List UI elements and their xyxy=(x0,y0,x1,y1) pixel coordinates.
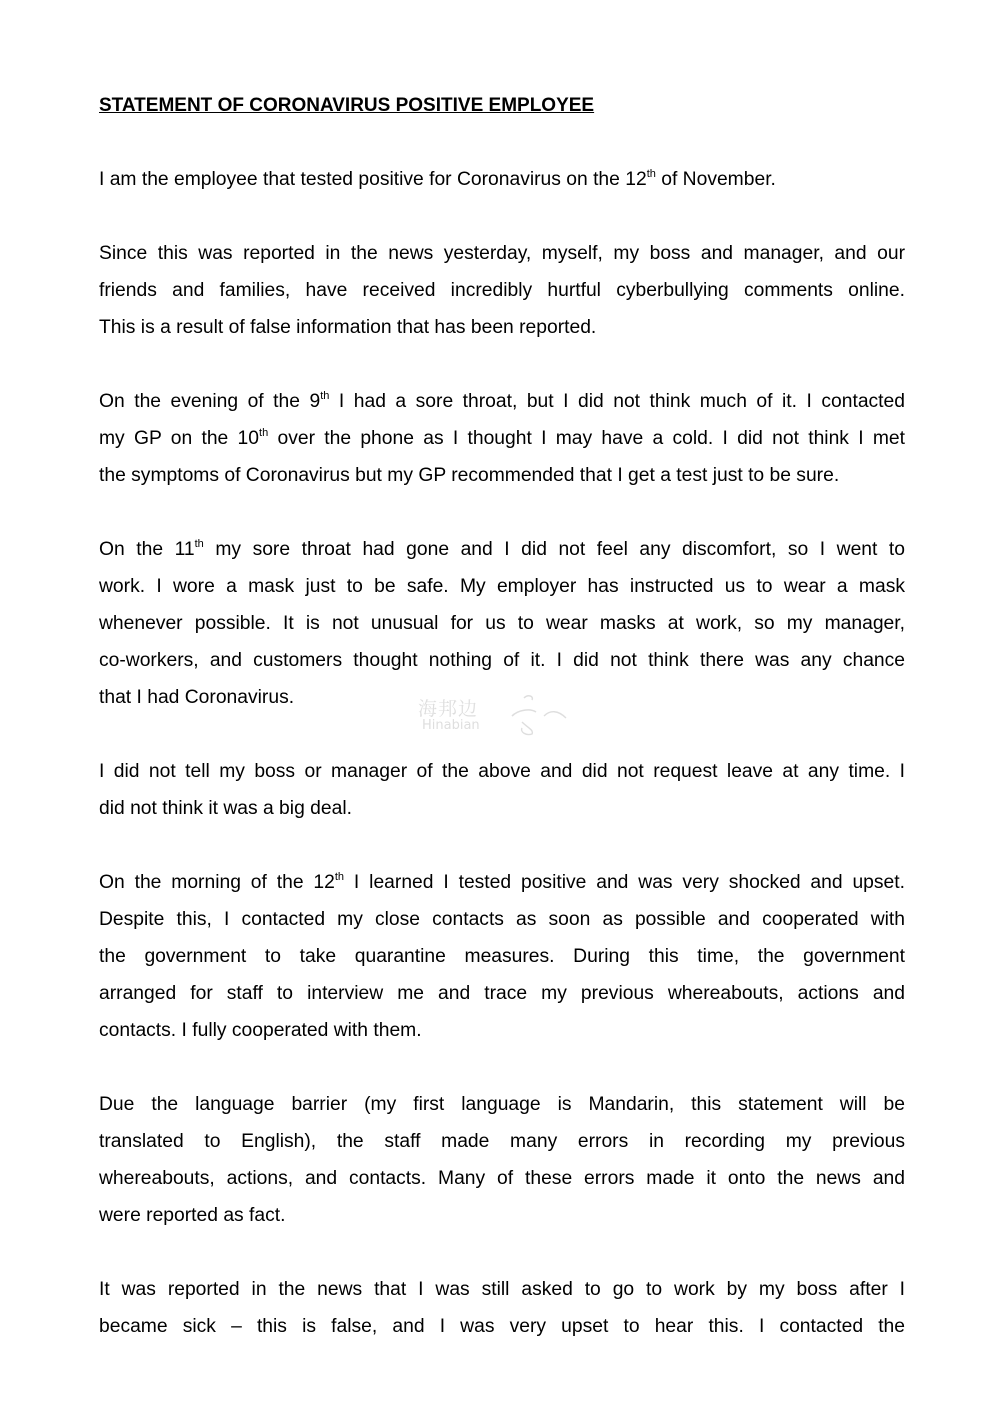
paragraph-line: This is a result of false information that has been reported. xyxy=(99,317,597,338)
paragraph-6 xyxy=(99,864,905,1049)
ordinal-suffix: th xyxy=(194,538,204,550)
paragraph-line: work. I wore a mask just to be safe. My employer has instructed us to wear a mask xyxy=(99,576,905,597)
watermark-latin-text: Hinabian xyxy=(422,718,480,733)
paragraph-line: translated to English), the staff made many errors in recording my previous xyxy=(99,1131,905,1152)
paragraph-line: my GP on the 10th over the phone as I thought I may have a cold. I did not think I met xyxy=(99,427,905,449)
paragraph-line: became sick – this is false, and I was very upset to hear this. I contacted the xyxy=(99,1316,905,1337)
watermark-logo xyxy=(418,692,568,738)
paragraph-line: I did not tell my boss or manager of the above and did not request leave at any time. I xyxy=(99,761,905,782)
paragraph-line: On the 11th my sore throat had gone and I did not feel any discomfort, so I went to xyxy=(99,538,905,560)
paragraph-line: did not think it was a big deal. xyxy=(99,798,352,819)
paragraph-8 xyxy=(99,1271,905,1345)
paragraph-line: Since this was reported in the news yesterday, myself, my boss and manager, and our xyxy=(99,243,905,264)
hinabian-swirl-icon xyxy=(504,692,568,736)
ordinal-suffix: th xyxy=(334,871,345,883)
paragraph-line: the symptoms of Coronavirus but my GP recommended that I get a test just to be sure. xyxy=(99,465,840,486)
paragraph-1 xyxy=(99,161,905,198)
paragraph-2 xyxy=(99,235,905,346)
watermark-chinese-text: 海邦边 xyxy=(418,698,479,720)
paragraph-7 xyxy=(99,1086,905,1234)
paragraph-line: the government to take quarantine measures. During this time, the government xyxy=(99,946,905,967)
paragraph-5 xyxy=(99,753,905,827)
paragraph-line: arranged for staff to interview me and trace my previous whereabouts, actions and xyxy=(99,983,905,1004)
paragraph-line: Despite this, I contacted my close contacts as soon as possible and cooperated with xyxy=(99,909,905,930)
paragraph-line: Due the language barrier (my first language is Mandarin, this statement will be xyxy=(99,1094,905,1115)
document-title: STATEMENT OF CORONAVIRUS POSITIVE EMPLOYEE xyxy=(99,95,595,116)
paragraph-line: contacts. I fully cooperated with them. xyxy=(99,1020,422,1041)
paragraph-line: friends and families, have received incredibly hurtful cyberbullying comments online. xyxy=(99,280,905,301)
paragraph-line: were reported as fact. xyxy=(99,1205,286,1226)
ordinal-suffix: th xyxy=(320,390,330,402)
paragraph-line: It was reported in the news that I was still asked to go to work by my boss after I xyxy=(99,1279,905,1300)
paragraph-4 xyxy=(99,531,905,716)
paragraph-line: whereabouts, actions, and contacts. Many of these errors made it onto the news and xyxy=(99,1168,905,1189)
paragraph-line: that I had Coronavirus. xyxy=(99,687,295,708)
ordinal-suffix: th xyxy=(259,427,269,439)
paragraph-line: whenever possible. It is not unusual for us to wear masks at work, so my manager, xyxy=(99,613,905,634)
paragraph-3 xyxy=(99,383,905,494)
paragraph-line: co-workers, and customers thought nothing of it. I did not think there was any chance xyxy=(99,650,905,671)
ordinal-suffix: th xyxy=(646,168,656,180)
paragraph-line: On the evening of the 9th I had a sore throat, but I did not think much of it. I contacted xyxy=(99,390,905,412)
paragraph-line: I am the employee that tested positive for Coronavirus on the 12th of November. xyxy=(99,168,776,190)
paragraph-line: On the morning of the 12th I learned I tested positive and was very shocked and upset. xyxy=(99,871,905,893)
